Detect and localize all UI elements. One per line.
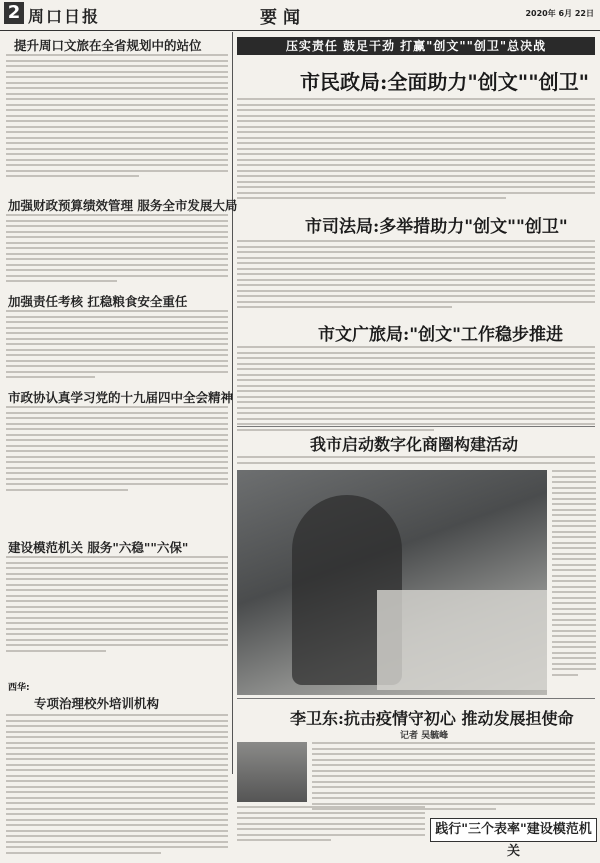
left-headline-3: 加强责任考核 扛稳粮食安全重任 [8, 294, 188, 309]
page-number: 2 [4, 2, 24, 24]
right-headline-3: 市文广旅局:"创文"工作稳步推进 [318, 325, 563, 345]
section-divider [237, 698, 595, 699]
news-photo [237, 470, 547, 695]
left-headline-5: 建设模范机关 服务"六稳""六保" [8, 540, 189, 555]
right-headline-1: 市民政局:全面助力"创文""创卫" [300, 70, 590, 94]
section-divider [237, 426, 595, 427]
article-text-block [6, 406, 228, 494]
article-text-block [6, 310, 228, 382]
campaign-banner: 压实责任 鼓足干劲 打赢"创文""创卫"总决战 [237, 37, 595, 55]
article-text-block [6, 54, 228, 181]
article-text-block [237, 240, 595, 312]
right-headline-5: 李卫东:抗击疫情守初心 推动发展担使命 [290, 709, 574, 728]
paper-name: 周口日报 [28, 7, 101, 26]
masthead [0, 0, 600, 31]
sidebar-headline-box: 践行"三个表率"建设模范机关 [430, 818, 597, 842]
issue-date: 2020年 6月 22日 [525, 9, 594, 18]
article-text-block [6, 556, 228, 655]
left-headline-4: 市政协认真学习党的十九届四中全会精神 [8, 390, 234, 405]
right-headline-2: 市司法局:多举措助力"创文""创卫" [305, 217, 568, 237]
byline: 记者 吴毓峰 [400, 731, 449, 741]
left-headline-6: 专项治理校外培训机构 [34, 696, 160, 711]
photo-caption [552, 470, 596, 679]
fabric-detail [377, 590, 547, 690]
left-kicker: 西华: [8, 683, 30, 693]
article-text-block [237, 456, 595, 468]
section-title: 要闻 [260, 8, 306, 28]
article-text-block [6, 714, 228, 857]
article-text-block [237, 806, 425, 845]
right-headline-4: 我市启动数字化商圈构建活动 [310, 435, 519, 454]
article-text-block [6, 214, 228, 286]
left-headline-2: 加强财政预算绩效管理 服务全市发展大局 [8, 198, 238, 213]
portrait-photo [237, 742, 307, 802]
left-headline-1: 提升周口文旅在全省规划中的站位 [14, 38, 202, 53]
article-text-block [312, 742, 595, 814]
article-text-block [237, 346, 595, 434]
article-text-block [237, 98, 595, 203]
